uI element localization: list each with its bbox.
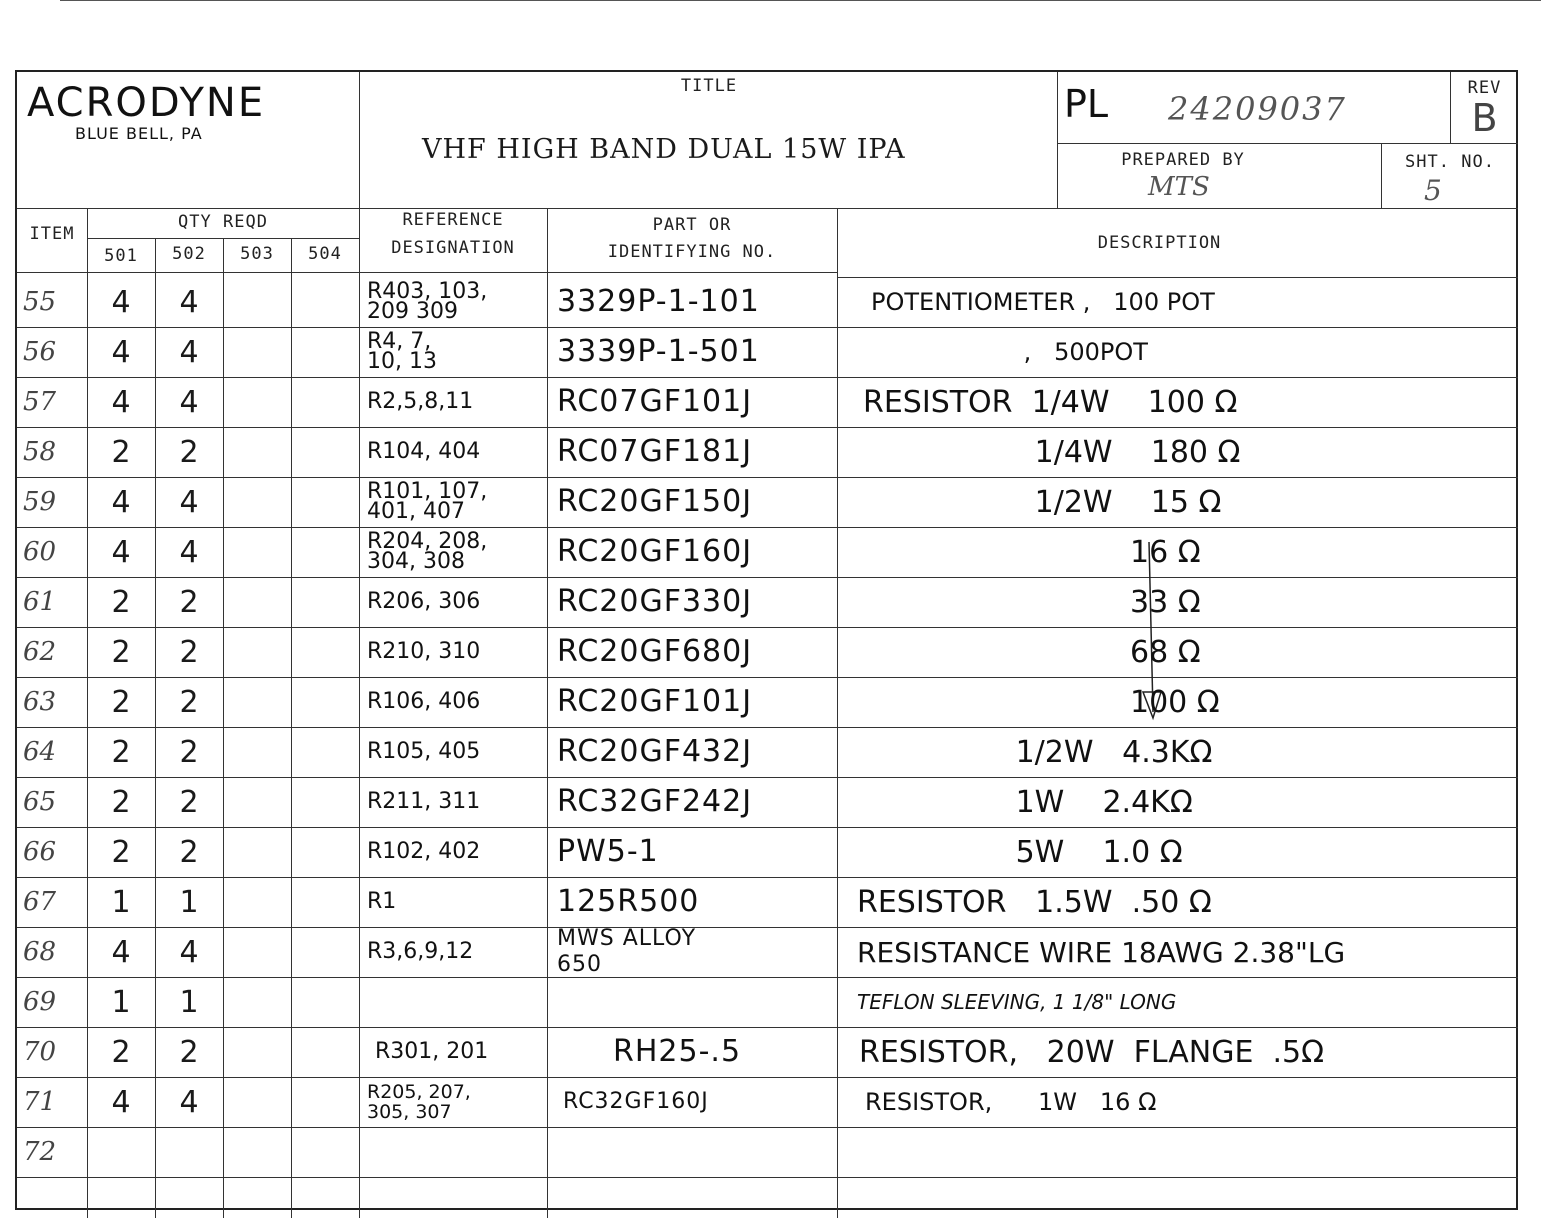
row-description: 100 Ω <box>863 684 1220 720</box>
row-qty-502: 2 <box>179 584 199 620</box>
header-bottom-line <box>17 272 837 273</box>
header-qty-501: 501 <box>104 246 138 266</box>
row-qty-502: 4 <box>179 284 199 320</box>
company-location: BLUE BELL, PA <box>75 124 203 143</box>
row-part-number <box>553 1127 835 1177</box>
table-row <box>17 427 1520 477</box>
row-part-number: RC20GF680J <box>557 634 753 669</box>
row-item-number: 62 <box>23 637 57 667</box>
table-row <box>17 377 1520 427</box>
header-qty-502: 502 <box>172 244 206 264</box>
row-qty-502: 2 <box>179 1034 199 1070</box>
row-reference-designation <box>363 1127 547 1177</box>
table-row <box>17 677 1520 727</box>
row-item-number: 57 <box>23 387 57 417</box>
row-description: 33 Ω <box>863 584 1201 620</box>
row-item-number: 61 <box>23 587 57 617</box>
table-row <box>17 277 1520 327</box>
row-item-number: 55 <box>23 287 57 317</box>
header-qty-reqd: QTY REQD <box>178 212 268 232</box>
row-qty-501: 2 <box>111 684 131 720</box>
prepared-by-block <box>1058 144 1382 208</box>
row-item-number: 72 <box>23 1137 57 1167</box>
row-part-number: RH25-.5 <box>613 1034 742 1069</box>
header-qty-504: 504 <box>308 244 342 264</box>
pl-number-block <box>1058 72 1451 144</box>
row-qty-501: 4 <box>111 334 131 370</box>
prepared-by-value: MTS <box>1148 172 1210 202</box>
row-qty-501: 4 <box>111 384 131 420</box>
title-block-divider <box>17 208 1518 209</box>
pl-prefix: PL <box>1064 82 1109 126</box>
row-qty-501: 2 <box>111 834 131 870</box>
row-reference-designation: R1 <box>367 889 397 914</box>
row-item-number: 60 <box>23 537 57 567</box>
row-item-number: 67 <box>23 887 57 917</box>
prepared-by-label: PREPARED BY <box>1121 150 1245 170</box>
row-qty-501: 2 <box>111 784 131 820</box>
header-ref-line2: DESIGNATION <box>391 238 515 258</box>
table-row <box>17 477 1520 527</box>
header-item: ITEM <box>29 224 75 244</box>
top-border-line <box>60 0 1541 1</box>
row-qty-502: 1 <box>179 984 199 1020</box>
sheet-no-block <box>1382 144 1518 208</box>
header-part-line1: PART OR <box>652 215 732 235</box>
row-part-number: RC20GF160J <box>557 534 753 569</box>
row-qty-502: 2 <box>179 634 199 670</box>
row-qty-501: 4 <box>111 934 131 970</box>
row-qty-502: 4 <box>179 934 199 970</box>
header-part-line2: IDENTIFYING NO. <box>607 242 777 262</box>
table-row <box>17 727 1520 777</box>
row-reference-designation: R104, 404 <box>367 439 481 464</box>
row-part-number: RC32GF242J <box>557 784 753 819</box>
row-qty-501: 1 <box>111 884 131 920</box>
row-description: 1W 2.4KΩ <box>863 784 1193 820</box>
row-item-number: 65 <box>23 787 57 817</box>
row-qty-501: 4 <box>111 284 131 320</box>
row-item-number: 71 <box>23 1087 57 1117</box>
row-part-number: RC20GF101J <box>557 684 753 719</box>
header-ref-line1: REFERENCE <box>402 210 504 230</box>
row-item-number: 70 <box>23 1037 57 1067</box>
company-block <box>17 72 360 208</box>
row-qty-502: 4 <box>179 1084 199 1120</box>
row-description: POTENTIOMETER , 100 POT <box>871 288 1215 316</box>
header-qty-503: 503 <box>240 244 274 264</box>
row-description: , 500POT <box>871 338 1148 366</box>
row-description: RESISTOR 1/4W 100 Ω <box>863 384 1238 420</box>
row-description: TEFLON SLEEVING, 1 1/8" LONG <box>857 990 1177 1014</box>
row-description: RESISTANCE WIRE 18AWG 2.38"LG <box>857 935 1346 969</box>
row-qty-502: 4 <box>179 484 199 520</box>
row-qty-502: 1 <box>179 884 199 920</box>
row-description: 5W 1.0 Ω <box>863 834 1183 870</box>
row-item-number: 68 <box>23 937 57 967</box>
row-part-number: RC20GF330J <box>557 584 753 619</box>
table-row <box>17 777 1520 827</box>
row-item-number: 58 <box>23 437 57 467</box>
parts-list-sheet <box>15 70 1518 1210</box>
table-row <box>17 927 1520 977</box>
row-qty-501: 1 <box>111 984 131 1020</box>
pl-number: 24209037 <box>1168 90 1347 128</box>
row-qty-501: 4 <box>111 484 131 520</box>
table-row <box>17 1077 1520 1127</box>
table-row <box>17 627 1520 677</box>
row-part-number: 3339P-1-501 <box>557 334 760 369</box>
row-description: 1/4W 180 Ω <box>863 434 1241 470</box>
row-qty-502: 4 <box>179 384 199 420</box>
row-description: RESISTOR, 20W FLANGE .5Ω <box>859 1034 1325 1070</box>
row-part-number: RC07GF181J <box>557 434 753 469</box>
row-reference-designation: R2,5,8,11 <box>367 389 474 414</box>
row-reference-designation: R3,6,9,12 <box>367 939 474 964</box>
row-reference-designation: R211, 311 <box>367 789 481 814</box>
row-item-number: 59 <box>23 487 57 517</box>
row-description: 68 Ω <box>863 634 1201 670</box>
row-description: 1/2W 4.3KΩ <box>863 734 1213 770</box>
row-reference-designation: R4, 7, 10, 13 <box>367 329 437 374</box>
row-qty-501: 4 <box>111 1084 131 1120</box>
row-reference-designation: R106, 406 <box>367 689 481 714</box>
row-item-number: 66 <box>23 837 57 867</box>
row-reference-designation: R301, 201 <box>375 1039 489 1064</box>
table-row <box>17 1027 1520 1077</box>
row-line <box>17 1177 1518 1178</box>
row-item-number: 69 <box>23 987 57 1017</box>
row-qty-502: 2 <box>179 684 199 720</box>
document-title: VHF HIGH BAND DUAL 15W IPA <box>422 134 906 165</box>
row-qty-501: 2 <box>111 584 131 620</box>
row-part-number <box>553 977 835 1027</box>
rev-label: REV <box>1467 78 1502 98</box>
table-row <box>17 1127 1520 1177</box>
row-part-number: RC20GF150J <box>557 484 753 519</box>
row-reference-designation: R206, 306 <box>367 589 481 614</box>
row-part-number: 125R500 <box>557 884 700 919</box>
row-qty-502: 4 <box>179 334 199 370</box>
row-part-number: MWS ALLOY 650 <box>557 926 697 977</box>
row-qty-501: 2 <box>111 1034 131 1070</box>
row-reference-designation: R101, 107, 401, 407 <box>367 479 488 524</box>
row-qty-501 <box>87 1127 155 1177</box>
row-description: RESISTOR 1.5W .50 Ω <box>857 884 1212 920</box>
company-logo: ACRODYNE <box>27 80 266 126</box>
title-label: TITLE <box>680 76 738 96</box>
row-item-number: 63 <box>23 687 57 717</box>
row-description: 1/2W 15 Ω <box>863 484 1222 520</box>
row-item-number: 56 <box>23 337 57 367</box>
table-row <box>17 527 1520 577</box>
row-description: 16 Ω <box>863 534 1201 570</box>
rev-block <box>1451 72 1518 144</box>
row-reference-designation: R205, 207, 305, 307 <box>367 1081 471 1123</box>
row-reference-designation: R204, 208, 304, 308 <box>367 529 488 574</box>
row-qty-501: 4 <box>111 534 131 570</box>
sheet-no-label: SHT. NO. <box>1405 152 1495 172</box>
row-reference-designation: R102, 402 <box>367 839 481 864</box>
row-item-number: 64 <box>23 737 57 767</box>
row-part-number: PW5-1 <box>557 834 659 869</box>
table-row <box>17 577 1520 627</box>
row-part-number: RC20GF432J <box>557 734 753 769</box>
row-qty-502: 2 <box>179 784 199 820</box>
rev-value: B <box>1471 96 1498 140</box>
row-qty-502: 2 <box>179 734 199 770</box>
row-reference-designation: R403, 103, 209 309 <box>367 279 488 324</box>
table-row <box>17 877 1520 927</box>
row-qty-502: 2 <box>179 834 199 870</box>
row-qty-502 <box>155 1127 223 1177</box>
row-reference-designation: R210, 310 <box>367 639 481 664</box>
row-qty-501: 2 <box>111 734 131 770</box>
sheet-no-value: 5 <box>1424 174 1442 207</box>
row-qty-502: 2 <box>179 434 199 470</box>
row-part-number: RC32GF160J <box>563 1089 709 1114</box>
row-reference-designation <box>363 977 547 1027</box>
row-reference-designation: R105, 405 <box>367 739 481 764</box>
row-part-number: 3329P-1-101 <box>557 284 760 319</box>
row-qty-502: 4 <box>179 534 199 570</box>
row-description: RESISTOR, 1W 16 Ω <box>865 1088 1157 1116</box>
header-description: DESCRIPTION <box>1097 233 1222 253</box>
row-qty-501: 2 <box>111 434 131 470</box>
table-row <box>17 977 1520 1027</box>
row-description <box>847 1127 1517 1177</box>
title-block <box>360 72 1058 208</box>
row-part-number: RC07GF101J <box>557 384 753 419</box>
table-row <box>17 827 1520 877</box>
row-qty-501: 2 <box>111 634 131 670</box>
table-row <box>17 327 1520 377</box>
